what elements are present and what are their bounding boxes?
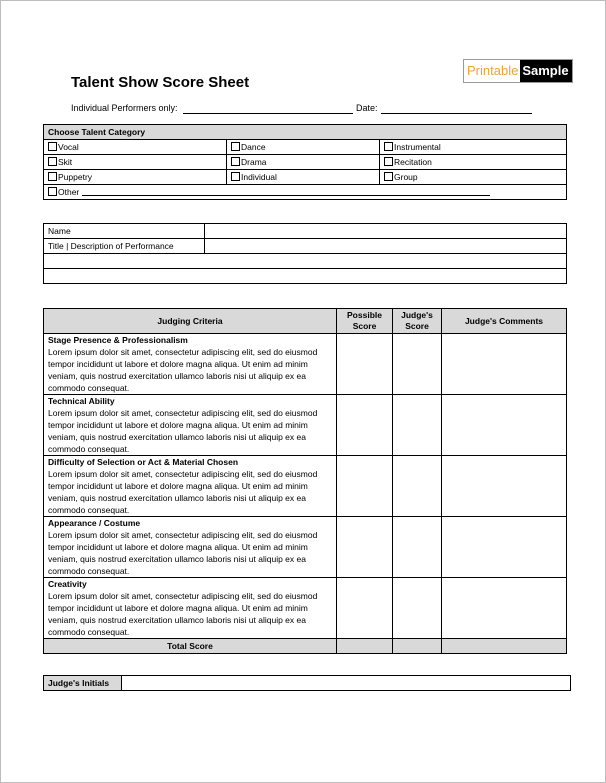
criteria-cell <box>44 578 337 639</box>
other-field[interactable] <box>82 187 490 196</box>
total-possible-cell[interactable] <box>337 639 393 654</box>
checkbox[interactable] <box>231 142 240 151</box>
checkbox[interactable] <box>48 142 57 151</box>
category-label: Recitation <box>394 157 432 167</box>
criteria-description: Lorem ipsum dolor sit amet, consectetur adipiscing elit, sed do eiusmod tempor incididunt ut labore et dolore magna aliqua. Ut enim ad minim veniam, quis nostrud exercitation ullamco laboris nisi ut aliquip ex ea commodo consequat. <box>48 469 318 515</box>
category-row <box>44 170 567 185</box>
criteria-cell <box>44 395 337 456</box>
header-possible-score: Possible Score <box>337 309 393 334</box>
checkbox[interactable] <box>384 157 393 166</box>
category-label: Skit <box>58 157 73 167</box>
performers-label: Individual Performers only: <box>71 103 178 113</box>
header-judges-score: Judge's Score <box>393 309 442 334</box>
printable-sample-logo <box>463 59 573 83</box>
criteria-name: Appearance / Costume <box>48 518 141 528</box>
date-field[interactable] <box>381 113 532 114</box>
table-row <box>44 334 567 395</box>
category-label: Dance <box>241 142 266 152</box>
comments-cell[interactable] <box>442 395 567 456</box>
total-score-label: Total Score <box>44 639 337 654</box>
judges-initials-label: Judge's Initials <box>44 676 122 691</box>
judges-score-cell[interactable] <box>393 395 442 456</box>
judges-score-cell[interactable] <box>393 517 442 578</box>
category-label: Vocal <box>58 142 79 152</box>
table-row <box>44 578 567 639</box>
header-judges-comments: Judge's Comments <box>442 309 567 334</box>
judges-score-cell[interactable] <box>393 334 442 395</box>
comments-cell[interactable] <box>442 578 567 639</box>
performer-info-table <box>43 223 567 284</box>
category-option[interactable] <box>380 170 567 185</box>
criteria-name: Difficulty of Selection or Act & Material Chosen <box>48 457 239 467</box>
possible-score-cell[interactable] <box>337 334 393 395</box>
checkbox[interactable] <box>231 172 240 181</box>
logo-text-sample: Sample <box>520 60 571 82</box>
date-label: Date: <box>356 103 378 113</box>
category-option[interactable] <box>380 155 567 170</box>
category-option[interactable] <box>227 140 380 155</box>
category-option[interactable] <box>380 140 567 155</box>
possible-score-cell[interactable] <box>337 517 393 578</box>
header-criteria: Judging Criteria <box>44 309 337 334</box>
category-option[interactable] <box>44 140 227 155</box>
category-label: Individual <box>241 172 277 182</box>
table-row <box>44 517 567 578</box>
category-option[interactable] <box>227 155 380 170</box>
criteria-cell <box>44 456 337 517</box>
judges-score-cell[interactable] <box>393 456 442 517</box>
criteria-cell <box>44 334 337 395</box>
category-option-other[interactable] <box>44 185 567 200</box>
criteria-cell <box>44 517 337 578</box>
checkbox[interactable] <box>384 172 393 181</box>
page-title: Talent Show Score Sheet <box>71 74 250 91</box>
judging-table <box>43 308 567 654</box>
title-label: Title | Description of Performance <box>44 239 205 254</box>
table-row <box>44 456 567 517</box>
blank-row[interactable] <box>44 254 567 269</box>
category-row <box>44 155 567 170</box>
talent-category-table <box>43 124 567 200</box>
category-option[interactable] <box>227 170 380 185</box>
judges-score-cell[interactable] <box>393 578 442 639</box>
checkbox[interactable] <box>48 187 57 196</box>
comments-cell[interactable] <box>442 517 567 578</box>
judges-initials-table <box>43 675 571 691</box>
table-row <box>44 395 567 456</box>
total-comments-cell[interactable] <box>442 639 567 654</box>
logo-text-printable: Printable <box>464 60 520 82</box>
comments-cell[interactable] <box>442 334 567 395</box>
comments-cell[interactable] <box>442 456 567 517</box>
category-label: Other <box>58 187 80 197</box>
category-label: Instrumental <box>394 142 441 152</box>
category-label: Puppetry <box>58 172 93 182</box>
criteria-name: Technical Ability <box>48 396 115 406</box>
judges-initials-field[interactable] <box>122 676 571 691</box>
criteria-name: Stage Presence & Professionalism <box>48 335 188 345</box>
criteria-name: Creativity <box>48 579 87 589</box>
criteria-description: Lorem ipsum dolor sit amet, consectetur adipiscing elit, sed do eiusmod tempor incididunt ut labore et dolore magna aliqua. Ut enim ad minim veniam, quis nostrud exercitation ullamco laboris nisi ut aliquip ex ea commodo consequat. <box>48 530 318 576</box>
possible-score-cell[interactable] <box>337 395 393 456</box>
possible-score-cell[interactable] <box>337 578 393 639</box>
criteria-description: Lorem ipsum dolor sit amet, consectetur adipiscing elit, sed do eiusmod tempor incididunt ut labore et dolore magna aliqua. Ut enim ad minim veniam, quis nostrud exercitation ullamco laboris nisi ut aliquip ex ea commodo consequat. <box>48 408 318 454</box>
criteria-description: Lorem ipsum dolor sit amet, consectetur adipiscing elit, sed do eiusmod tempor incididunt ut labore et dolore magna aliqua. Ut enim ad minim veniam, quis nostrud exercitation ullamco laboris nisi ut aliquip ex ea commodo consequat. <box>48 591 318 637</box>
category-label: Drama <box>241 157 267 167</box>
checkbox[interactable] <box>231 157 240 166</box>
checkbox[interactable] <box>384 142 393 151</box>
category-row <box>44 140 567 155</box>
blank-row[interactable] <box>44 269 567 284</box>
checkbox[interactable] <box>48 157 57 166</box>
title-field[interactable] <box>205 239 567 254</box>
category-label: Group <box>394 172 418 182</box>
total-judges-cell[interactable] <box>393 639 442 654</box>
performers-field[interactable] <box>183 113 353 114</box>
possible-score-cell[interactable] <box>337 456 393 517</box>
category-option[interactable] <box>44 170 227 185</box>
criteria-description: Lorem ipsum dolor sit amet, consectetur adipiscing elit, sed do eiusmod tempor incididunt ut labore et dolore magna aliqua. Ut enim ad minim veniam, quis nostrud exercitation ullamco laboris nisi ut aliquip ex ea commodo consequat. <box>48 347 318 393</box>
name-label: Name <box>44 224 205 239</box>
category-heading: Choose Talent Category <box>44 125 567 140</box>
checkbox[interactable] <box>48 172 57 181</box>
total-row <box>44 639 567 654</box>
category-option[interactable] <box>44 155 227 170</box>
name-field[interactable] <box>205 224 567 239</box>
